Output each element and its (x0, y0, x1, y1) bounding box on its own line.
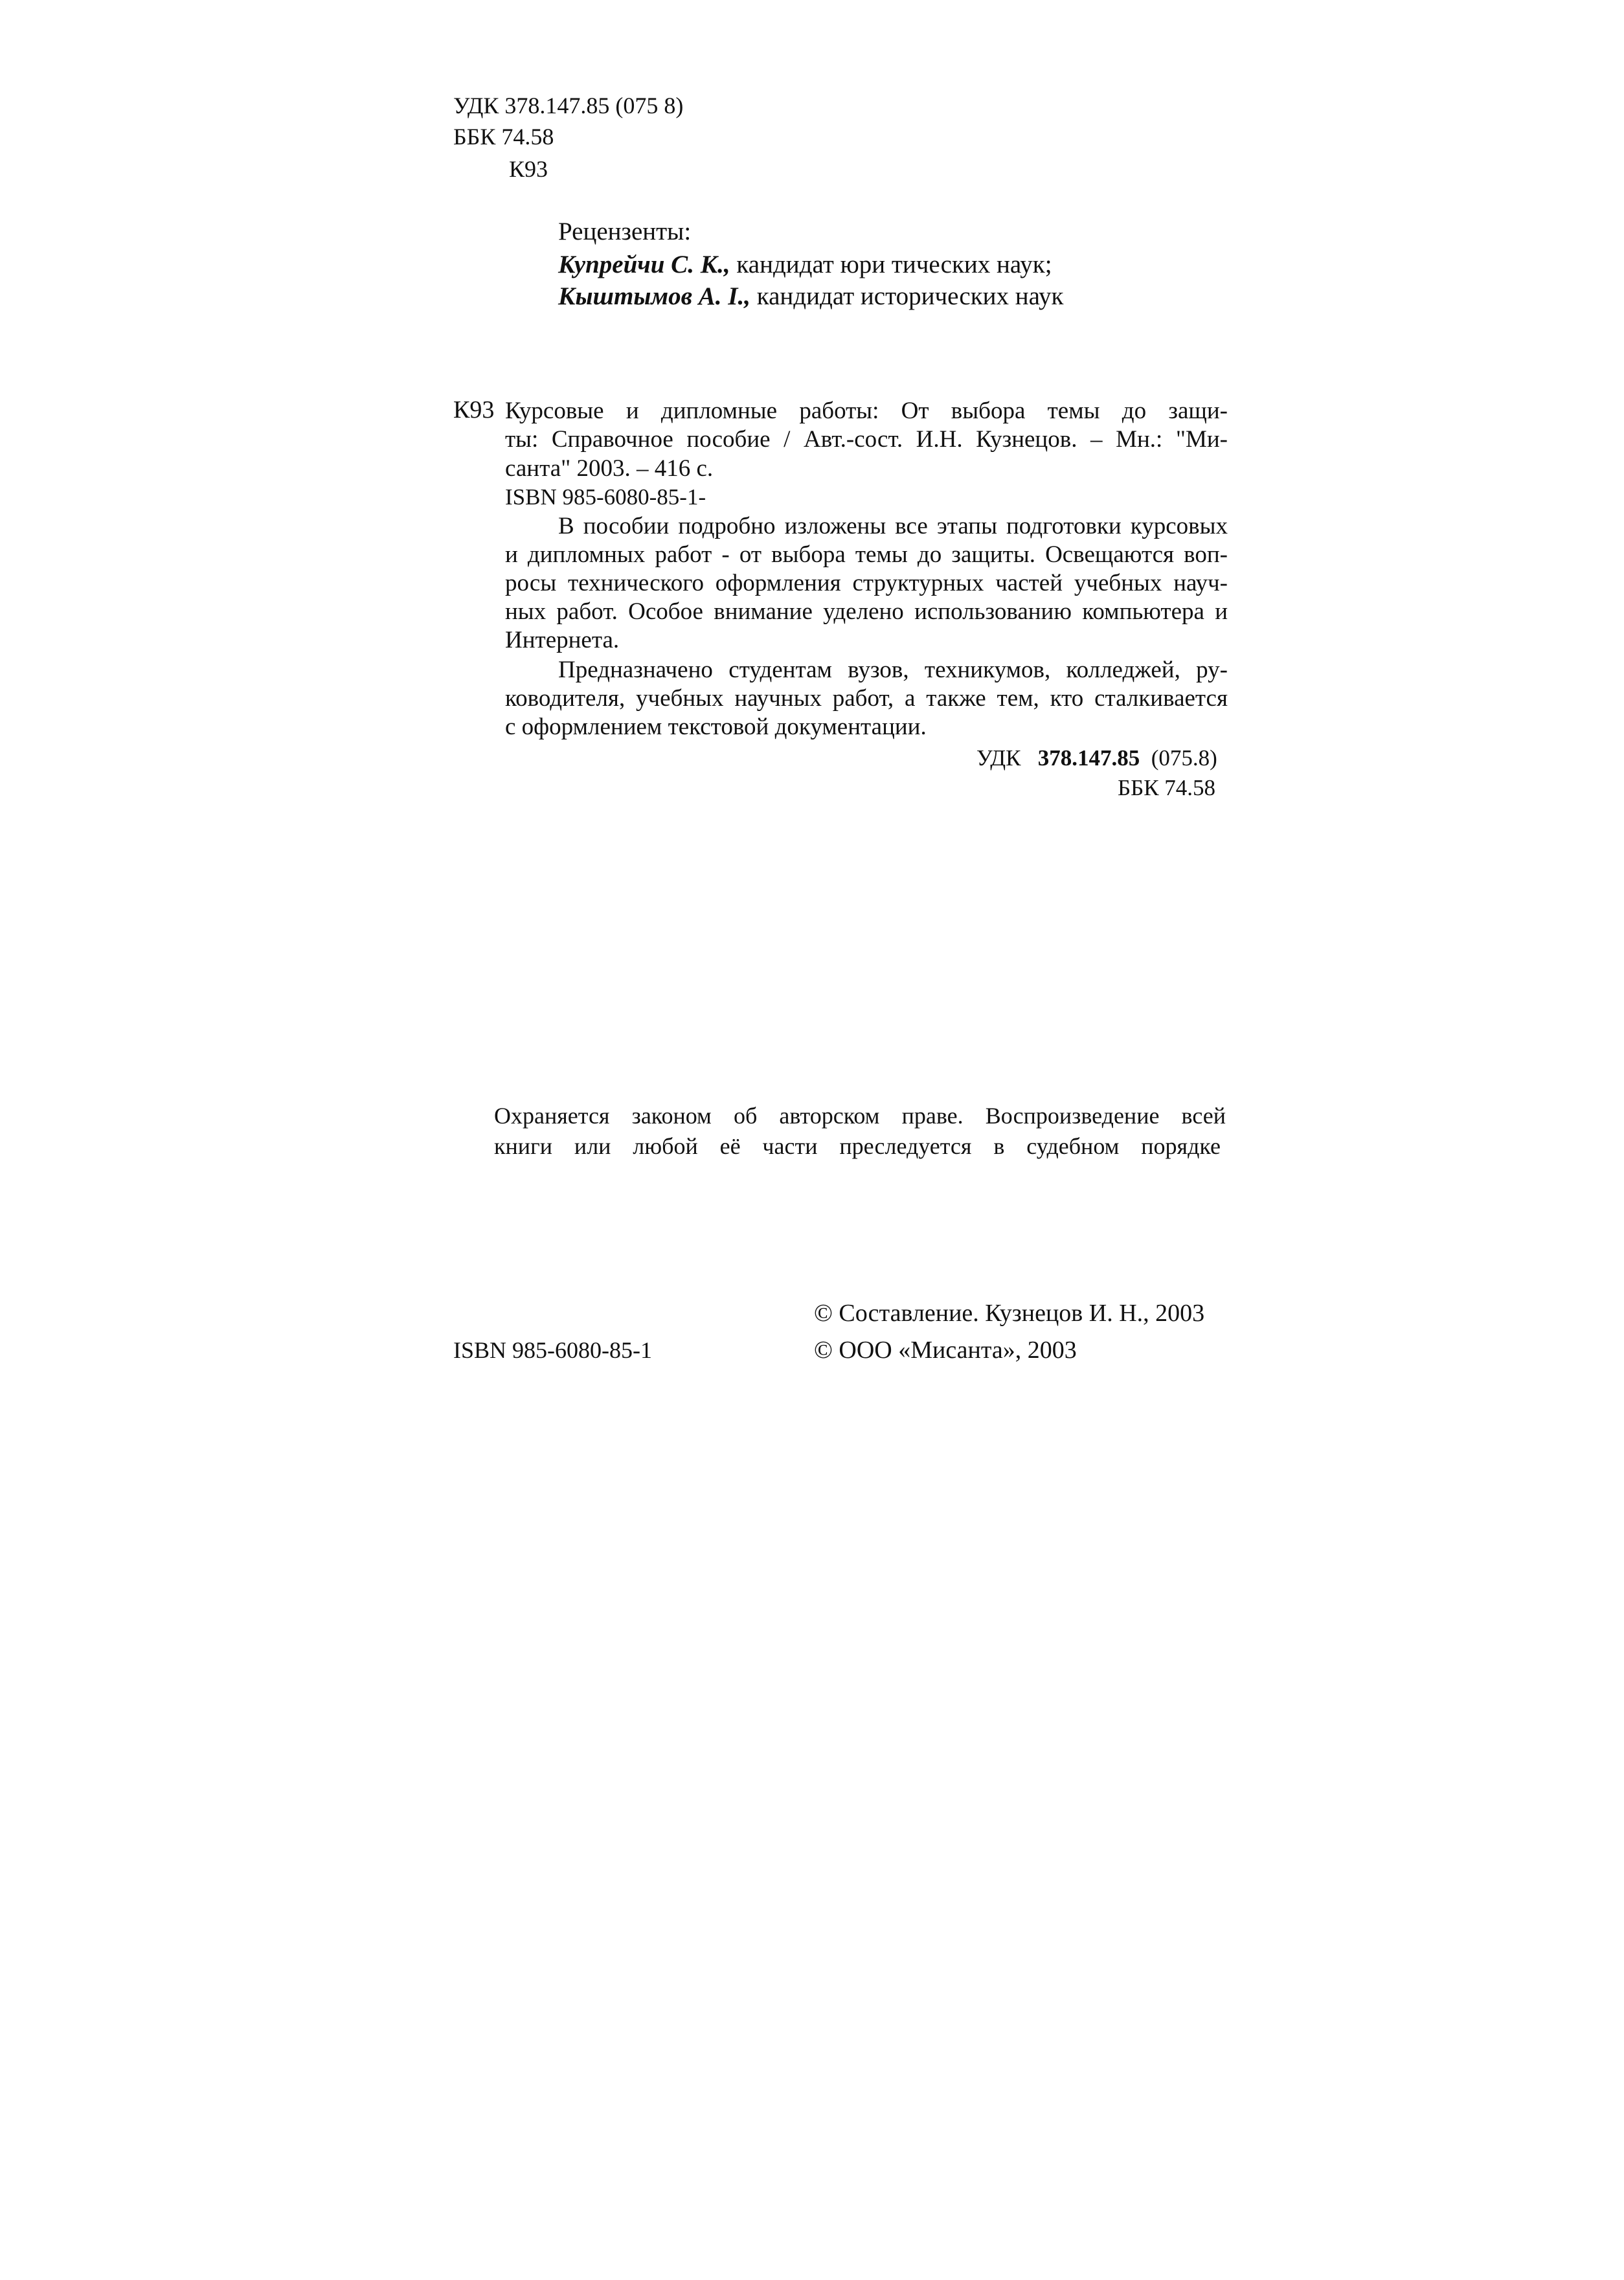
bib-udk-label: УДК (976, 745, 1021, 771)
bib-isbn: ISBN 985-6080-85-1- (505, 484, 706, 510)
abstract-line-3: росы технического оформления структурных частей учебных науч- (505, 570, 1228, 596)
footer-isbn: ISBN 985-6080-85-1 (453, 1337, 652, 1363)
bib-line-3: санта" 2003. – 416 с. (505, 455, 714, 482)
audience-line-2: ководителя, учебных научных работ, а также тем, кто сталкивается (505, 685, 1228, 712)
audience-line-1: Предназначено студентам вузов, техникумов, колледжей, ру- (558, 657, 1228, 683)
bib-line-1: Курсовые и дипломные работы: От выбора темы до защи- (505, 398, 1228, 424)
bib-udk (976, 743, 1217, 773)
bib-bbk: ББК 74.58 (1118, 775, 1216, 800)
audience-line-3: с оформлением текстовой документации. (505, 714, 927, 740)
udk-code: УДК 378.147.85 (075 8) (453, 93, 684, 119)
bib-udk-number: 378.147.85 (1037, 745, 1140, 771)
reviewer-1-desc: кандидат юри тических наук; (736, 251, 1052, 278)
bib-udk-paren: (075.8) (1151, 745, 1217, 771)
bib-line-2: ты: Справочное пособие / Авт.-сост. И.Н. Кузнецов. – Мн.: "Ми- (505, 426, 1228, 453)
reviewer-2-name: Кыштымов А. І., (558, 282, 750, 310)
reviewer-2 (558, 278, 1063, 314)
abstract-line-4: ных работ. Особое внимание уделено использованию компьютера и (505, 598, 1228, 625)
bib-mark: К93 (453, 396, 495, 423)
copyright-compilation: © Составление. Кузнецов И. Н., 2003 (814, 1300, 1205, 1327)
copyright-notice-line-2: книги или любой её части преследуется в судебном порядке (494, 1133, 1221, 1159)
abstract-line-5: Интернета. (505, 627, 620, 653)
reviewer-1 (558, 247, 1052, 282)
copyright-notice-line-1: Охраняется законом об авторском праве. Воспроизведение всей (494, 1103, 1226, 1129)
reviewer-1-name: Купрейчи С. К., (558, 251, 730, 278)
bbk-code: ББК 74.58 (453, 124, 554, 150)
author-mark: К93 (509, 156, 548, 182)
reviewer-2-desc: кандидат исторических наук (756, 282, 1064, 310)
copyright-publisher: © ООО «Мисанта», 2003 (814, 1337, 1077, 1364)
abstract-line-2: и дипломных работ - от выбора темы до защиты. Освещаются воп- (505, 541, 1228, 568)
abstract-line-1: В пособии подробно изложены все этапы подготовки курсовых (558, 513, 1228, 539)
reviewers-title: Рецензенты: (558, 218, 692, 245)
